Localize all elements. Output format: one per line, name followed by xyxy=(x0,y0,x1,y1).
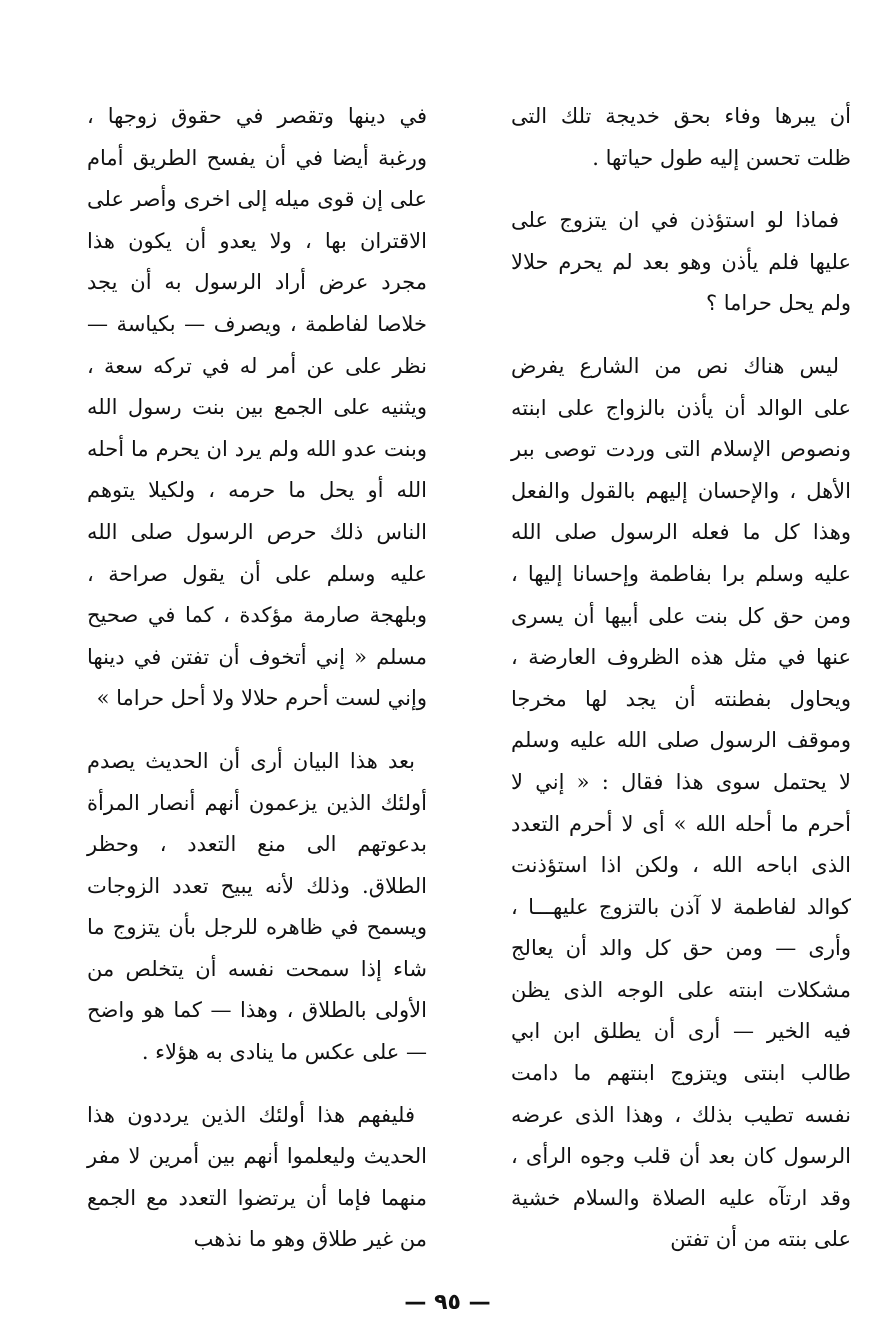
paragraph: فليفهم هذا أولئك الذين يرددون هذا الحديث وليعلموا أنهم بين أمرين لا مفر منهما فإما أن يرتضوا التعدد مع الجمع من غير طلاق وهو ما نذهب xyxy=(87,1102,427,1252)
paragraph: في دينها وتقصر في حقوق زوجها ، ورغبة أيضا في أن يفسح الطريق أمام على إن قوى ميله إلى اخرى وأصر على الاقتران بها ، ولا يعدو أن يكون هذا مجرد عرض أراد الرسول به أن يجد خلاصا لفاطمة ، ويصرف — بكياسة — نظر على عن أمر له في تركه سعة ، ويثنيه على الجمع بين بنت رسول الله وبنت عدو الله ولم يرد ان يحرم ما أحله الله أو يحل ما حرمه ، ولكيلا يتوهم الناس ذلك حرص الرسول صلى الله عليه وسلم على أن يقول صراحة ، وبلهجة صارمة مؤكدة ، كما في صحيح مسلم « إني أتخوف أن تفتن في دينها وإني لست أحرم حلالا ولا أحل حراما » xyxy=(87,104,427,711)
left-column xyxy=(87,96,427,1261)
paragraph-gap xyxy=(511,179,851,200)
paragraph: بعد هذا البيان أرى أن الحديث يصدم أولئك الذين يزعمون أنهم أنصار المرأة بدعوتهم الى منع التعدد ، وحظر الطلاق. وذلك لأنه يبيح تعدد الزوجات ويسمح في ظاهره للرجل بأن يتزوج ما شاء إذا سمحت نفسه أن يتخلص من الأولى بالطلاق ، وهذا — كما هو واضح — على عكس ما ينادى به هؤلاء . xyxy=(87,748,427,1065)
paragraph: فماذا لو استؤذن في ان يتزوج على عليها فلم يأذن وهو بعد لم يحرم حلالا ولم يحل حراما ؟ xyxy=(511,208,851,316)
paragraph-gap xyxy=(87,1074,427,1095)
right-column xyxy=(511,96,851,1261)
paragraph-gap xyxy=(511,325,851,346)
paragraph: ليس هناك نص من الشارع يفرض على الوالد أن يأذن بالزواج على ابنته ونصوص الإسلام التى وردت توصى ببر الأهل ، والإحسان إليهم بالقول والفعل وهذا كل ما فعله الرسول صلى الله عليه وسلم برا بفاطمة وإحسانا إليها ، ومن حق كل بنت على أبيها أن يسرى عنها في مثل هذه الظروف العارضة ، ويحاول بفطنته أن يجد لها مخرجا وموقف الرسول صلى الله عليه وسلم لا يحتمل سوى هذا فقال : « إني لا أحرم ما أحله الله » أى لا أحرم التعدد الذى اباحه الله ، ولكن اذا استؤذنت كوالد لفاطمة لا آذن بالتزوج عليهـــا ، وأرى — ومن حق كل والد أن يعالج مشكلات ابنته على الوجه الذى يظن فيه الخير — أرى أن يطلق ابن ابي طالب ابنتى ويتزوج ابنتهم ما دامت نفسه تطيب بذلك ، وهذا الذى عرضه الرسول كان بعد أن قلب وجوه الرأى ، وقد ارتآه عليه الصلاة والسلام خشية على بنته من أن تفتن xyxy=(511,353,851,1252)
page-number: — ٩٥ — xyxy=(404,1290,491,1315)
paragraph: أن يبرها وفاء بحق خديجة تلك التى ظلت تحسن إليه طول حياتها . xyxy=(511,104,851,170)
paragraph-gap xyxy=(87,720,427,741)
